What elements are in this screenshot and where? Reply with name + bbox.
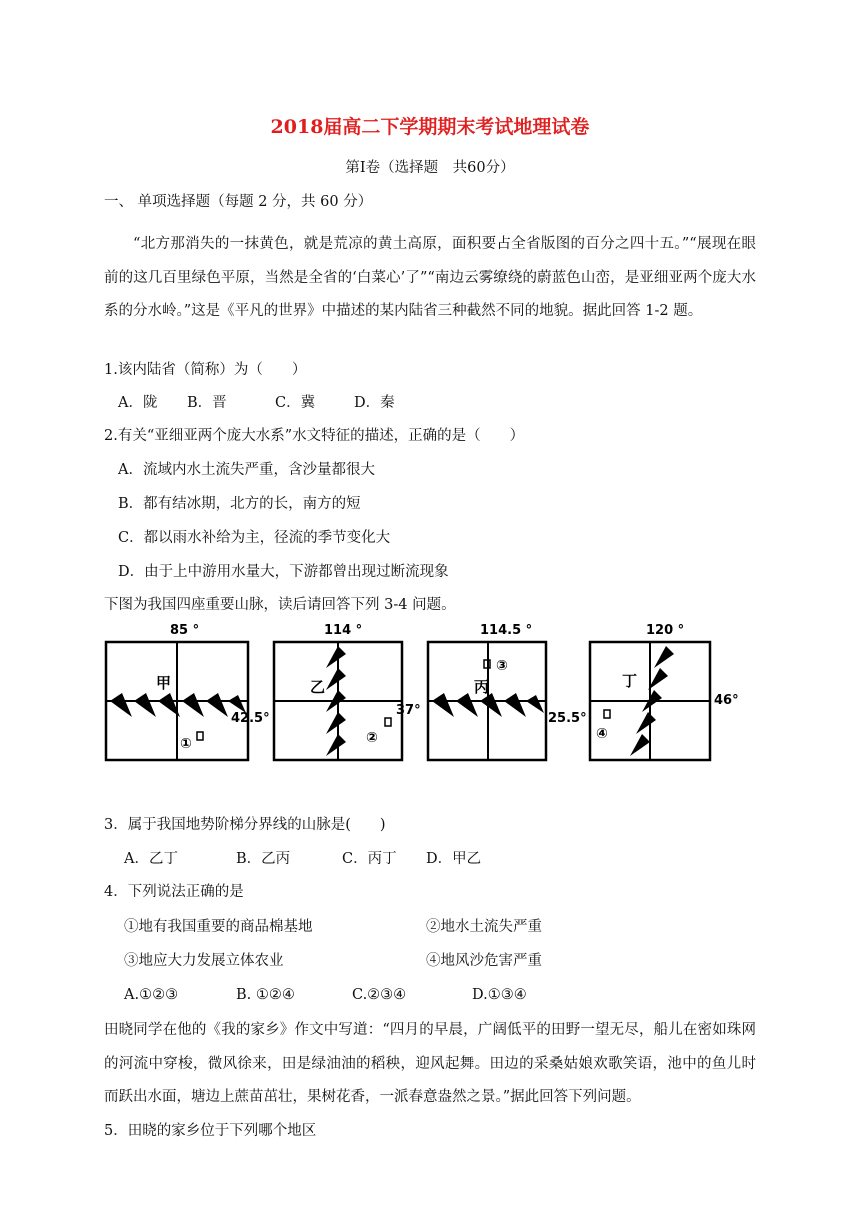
- svg-text:丙: 丙: [474, 678, 490, 696]
- q3-option-b: B．乙丙: [236, 851, 291, 867]
- q2-stem: 2.有关“亚细亚两个庞大水系”水文特征的描述，正确的是（ ）: [104, 428, 525, 444]
- svg-text:丁: 丁: [622, 672, 638, 690]
- svg-text:114.5 °: 114.5 °: [480, 623, 533, 638]
- svg-text:37°: 37°: [396, 703, 421, 718]
- svg-text:甲: 甲: [156, 674, 172, 692]
- q1-option-b: B．晋: [187, 395, 227, 411]
- figure-intro: 下图为我国四座重要山脉，读后请回答下列 3-4 问题。: [104, 597, 456, 613]
- svg-text:42.5°: 42.5°: [231, 711, 270, 726]
- svg-text:④: ④: [596, 726, 608, 742]
- q1-option-a: A．陇: [118, 395, 158, 411]
- q4-statement-1: ①地有我国重要的商品棉基地: [124, 919, 313, 935]
- q4-option-b: B. ①②④: [236, 987, 295, 1003]
- q3-option-c: C．丙丁: [342, 851, 397, 867]
- passage-2: 田晓同学在他的《我的家乡》作文中写道：“四月的早晨，广阔低平的田野一望无尽，船儿在密如珠网的河流中穿梭，微风徐来，田是绿油油的稻秧，迎风起舞。田边的采桑姑娘欢歌笑语，池中的鱼儿时而跃出水面，塘边上蔗苗茁壮，果树花香，一派春意盎然之景。”据此回答下列问题。: [104, 1022, 756, 1105]
- q3-option-d: D．甲乙: [426, 851, 482, 867]
- q4-statement-3: ③地应大力发展立体农业: [124, 953, 284, 969]
- svg-text:②: ②: [366, 730, 378, 746]
- q3-stem: 3．属于我国地势阶梯分界线的山脉是( ): [104, 817, 386, 833]
- exam-subtitle: 第Ⅰ卷（选择题 共60分）: [345, 160, 515, 176]
- q1-stem: 1.该内陆省（简称）为（ ）: [104, 362, 307, 378]
- q4-option-d: D.①③④: [472, 987, 527, 1003]
- q2-option-d: D．由于上中游用水量大，下游都曾出现过断流现象: [118, 564, 449, 580]
- section-header: 一、 单项选择题（每题 2 分，共 60 分）: [104, 194, 373, 210]
- panel-ding: [590, 623, 739, 760]
- q2-option-c: C．都以雨水补给为主，径流的季节变化大: [118, 530, 391, 546]
- q3-option-a: A．乙丁: [124, 851, 178, 867]
- q5-stem: 5．田晓的家乡位于下列哪个地区: [104, 1123, 317, 1139]
- q4-option-c: C.②③④: [352, 987, 407, 1003]
- exam-title: 2018届高二下学期期末考试地理试卷: [270, 116, 590, 138]
- svg-text:25.5°: 25.5°: [548, 711, 587, 726]
- q4-statement-2: ②地水土流失严重: [426, 919, 542, 935]
- svg-text:120 °: 120 °: [646, 623, 685, 638]
- svg-text:46°: 46°: [714, 693, 739, 708]
- panel-jia: [106, 623, 270, 760]
- svg-text:114 °: 114 °: [324, 623, 363, 638]
- svg-text:乙: 乙: [310, 678, 326, 696]
- q1-option-c: C．冀: [275, 395, 316, 411]
- q1-option-d: D．秦: [354, 395, 395, 411]
- svg-text:③: ③: [496, 658, 508, 674]
- panel-bing: [428, 623, 587, 760]
- svg-text:85 °: 85 °: [170, 623, 200, 638]
- svg-text:①: ①: [180, 736, 192, 752]
- q2-option-b: B．都有结冰期，北方的长，南方的短: [118, 496, 361, 512]
- panel-yi: [274, 623, 421, 760]
- q4-stem: 4．下列说法正确的是: [104, 884, 244, 900]
- q4-statement-4: ④地风沙危害严重: [426, 953, 542, 969]
- q4-option-a: A.①②③: [124, 987, 179, 1003]
- intro-paragraph: “北方那消失的一抹黄色，就是荒凉的黄土高原，面积要占全省版图的百分之四十五。”“展现在眼前的这几百里绿色平原，当然是全省的‘白菜心’了”“南边云雾缭绕的蔚蓝色山峦，是亚细亚两个庞大水系的分水岭。”这是《平凡的世界》中描述的某内陆省三种截然不同的地貌。据此回答 1-2 题。: [104, 236, 756, 319]
- mountain-range-figure: [100, 620, 780, 770]
- q2-option-a: A．流域内水土流失严重，含沙量都很大: [118, 462, 375, 478]
